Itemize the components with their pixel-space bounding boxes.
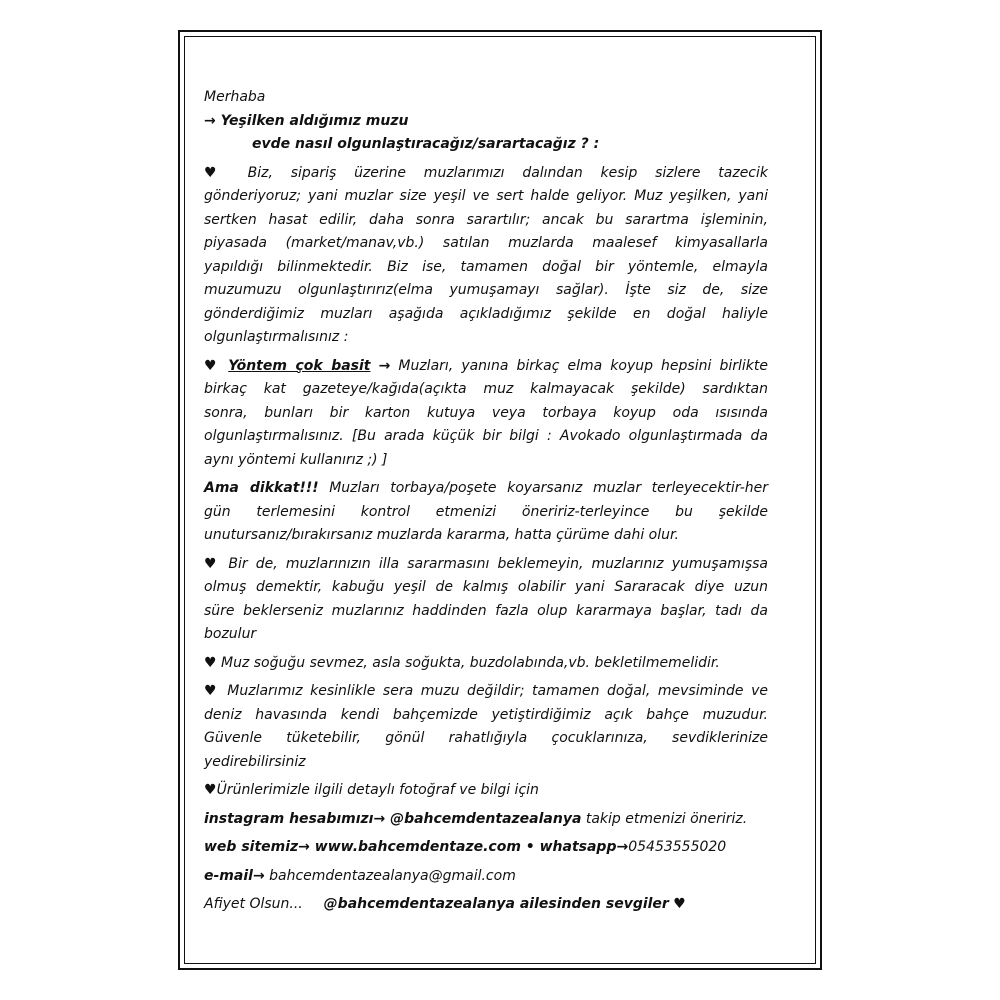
contact-intro-text: Ürünlerimizle ilgili detaylı fotoğraf ve bilgi için xyxy=(216,782,539,798)
instagram-line xyxy=(204,808,768,832)
heart-icon: ♥ xyxy=(204,654,217,671)
web-line xyxy=(204,836,768,860)
paragraph-2-line: aynı yöntemi kullanırız ;) ] xyxy=(204,451,388,468)
paragraph-6-line: Muzlarımız kesinlikle sera muzu değildir; tamamen doğal, mevsiminde ve xyxy=(227,683,768,699)
paragraph-4-line: olmuş demektir, kabuğu yeşil de kalmış olabilir yani Sararacak diye uzun xyxy=(204,579,768,595)
heart-icon: ♥ xyxy=(204,555,221,572)
instagram-handle: instagram hesabımızı→ @bahcemdentazealanya xyxy=(204,810,582,827)
heading-line-1: → Yeşilken aldığımız muzu xyxy=(204,112,409,129)
paragraph-1-line: gönderiyoruz; yani muzlar size yeşil ve sert halde geliyor. Muz yeşilken, yani xyxy=(204,188,768,204)
paragraph-3-line: gün terlemesini kontrol etmenizi öneririz-terleyince bu şekilde xyxy=(204,503,768,520)
email-line xyxy=(204,865,768,889)
closing-greeting: Afiyet Olsun... xyxy=(204,896,303,912)
paragraph-5 xyxy=(204,652,768,676)
paragraph-1-line: Biz, sipariş üzerine muzlarımızı dalından kesip sizlere tazecik xyxy=(247,164,768,181)
method-label: Yöntem çok basit xyxy=(228,357,371,374)
instagram-rest: takip etmenizi öneririz. xyxy=(585,810,748,827)
paragraph-3-line: unutursanız/bırakırsanız muzlarda kararma, hatta çürüme dahi olur. xyxy=(204,527,679,543)
paragraph-1 xyxy=(204,162,768,350)
paragraph-1-line: gönderdiğimiz muzları aşağıda açıkladığımız şekilde en doğal haliyle xyxy=(204,305,768,322)
paragraph-2-line: Muzları, yanına birkaç elma koyup hepsini birlikte xyxy=(398,357,768,374)
paragraph-3 xyxy=(204,477,768,548)
heart-icon: ♥ xyxy=(204,782,217,798)
heading-line-2: evde nasıl olgunlaştıracağız/sarartacağız ? : xyxy=(252,136,600,152)
paragraph-4-line: Bir de, muzlarınızın illa sararmasını beklemeyin, muzlarınız yumuşamışsa xyxy=(228,555,768,572)
email-label: e-mail→ xyxy=(204,867,265,884)
heart-icon: ♥ xyxy=(204,357,221,374)
paragraph-1-line: piyasada (market/manav,vb.) satılan muzlarda maalesef kimyasallarla xyxy=(204,235,768,251)
heart-icon: ♥ xyxy=(204,683,220,699)
paragraph-6 xyxy=(204,680,768,774)
paragraph-1-line: olgunlaştırmalısınız : xyxy=(204,329,349,345)
paragraph-2 xyxy=(204,355,768,473)
paragraph-6-line: Güvenle tüketebilir, gönül rahatlığıyla çocuklarınıza, sevdiklerinize xyxy=(204,730,768,746)
paragraph-4 xyxy=(204,553,768,647)
document-body xyxy=(204,86,768,917)
paragraph-2-line: olgunlaştırmalısınız. [Bu arada küçük bir bilgi : Avokado olgunlaştırmada da xyxy=(204,428,768,444)
paragraph-4-line: bozulur xyxy=(204,626,257,642)
paragraph-1-line: muzumuzu olgunlaştırırız(elma yumuşamayı sağlar). İşte siz de, size xyxy=(204,282,768,298)
paragraph-6-line: yedirebilirsiniz xyxy=(204,753,306,770)
warning-label: Ama dikkat!!! xyxy=(204,480,319,496)
arrow-icon: → xyxy=(378,357,391,374)
heart-icon: ♥ xyxy=(673,896,686,912)
paragraph-4-line: süre beklerseniz muzlarınız haddinden fazla olup kararmaya başlar, tadı da xyxy=(204,602,768,619)
closing-signature: @bahcemdentazealanya ailesinden sevgiler xyxy=(323,896,669,912)
paragraph-3-line: Muzları torbaya/poşete koyarsanız muzlar terleyecektir-her xyxy=(329,480,768,496)
email-address: bahcemdentazealanya@gmail.com xyxy=(269,867,516,884)
whatsapp-number: 05453555020 xyxy=(628,839,727,855)
paragraph-2-line: sonra, bunları bir karton kutuya veya torbaya koyup oda ısısında xyxy=(204,404,768,421)
contact-intro xyxy=(204,779,768,803)
paragraph-1-line: sertken hasat edilir, daha sonra sarartılır; ancak bu sarartma işleminin, xyxy=(204,211,768,228)
paragraph-2-line: birkaç kat gazeteye/kağıda(açıkta muz kalmayacak şekilde) sardıktan xyxy=(204,381,768,397)
website-link: web sitemiz→ www.bahcemdentaze.com • whatsapp→ xyxy=(204,839,629,855)
paragraph-6-line: deniz havasında kendi bahçemizde yetiştirdiğimiz açık bahçe muzudur. xyxy=(204,706,768,723)
closing-line xyxy=(204,893,768,917)
heart-icon: ♥ xyxy=(204,164,230,181)
contact-section xyxy=(204,779,768,888)
paragraph-1-line: yapıldığı bilinmektedir. Biz ise, tamamen doğal bir yöntemle, elmayla xyxy=(204,258,768,275)
greeting: Merhaba xyxy=(204,89,266,105)
paragraph-5-text: Muz soğuğu sevmez, asla soğukta, buzdolabında,vb. bekletilmemelidir. xyxy=(221,654,720,671)
